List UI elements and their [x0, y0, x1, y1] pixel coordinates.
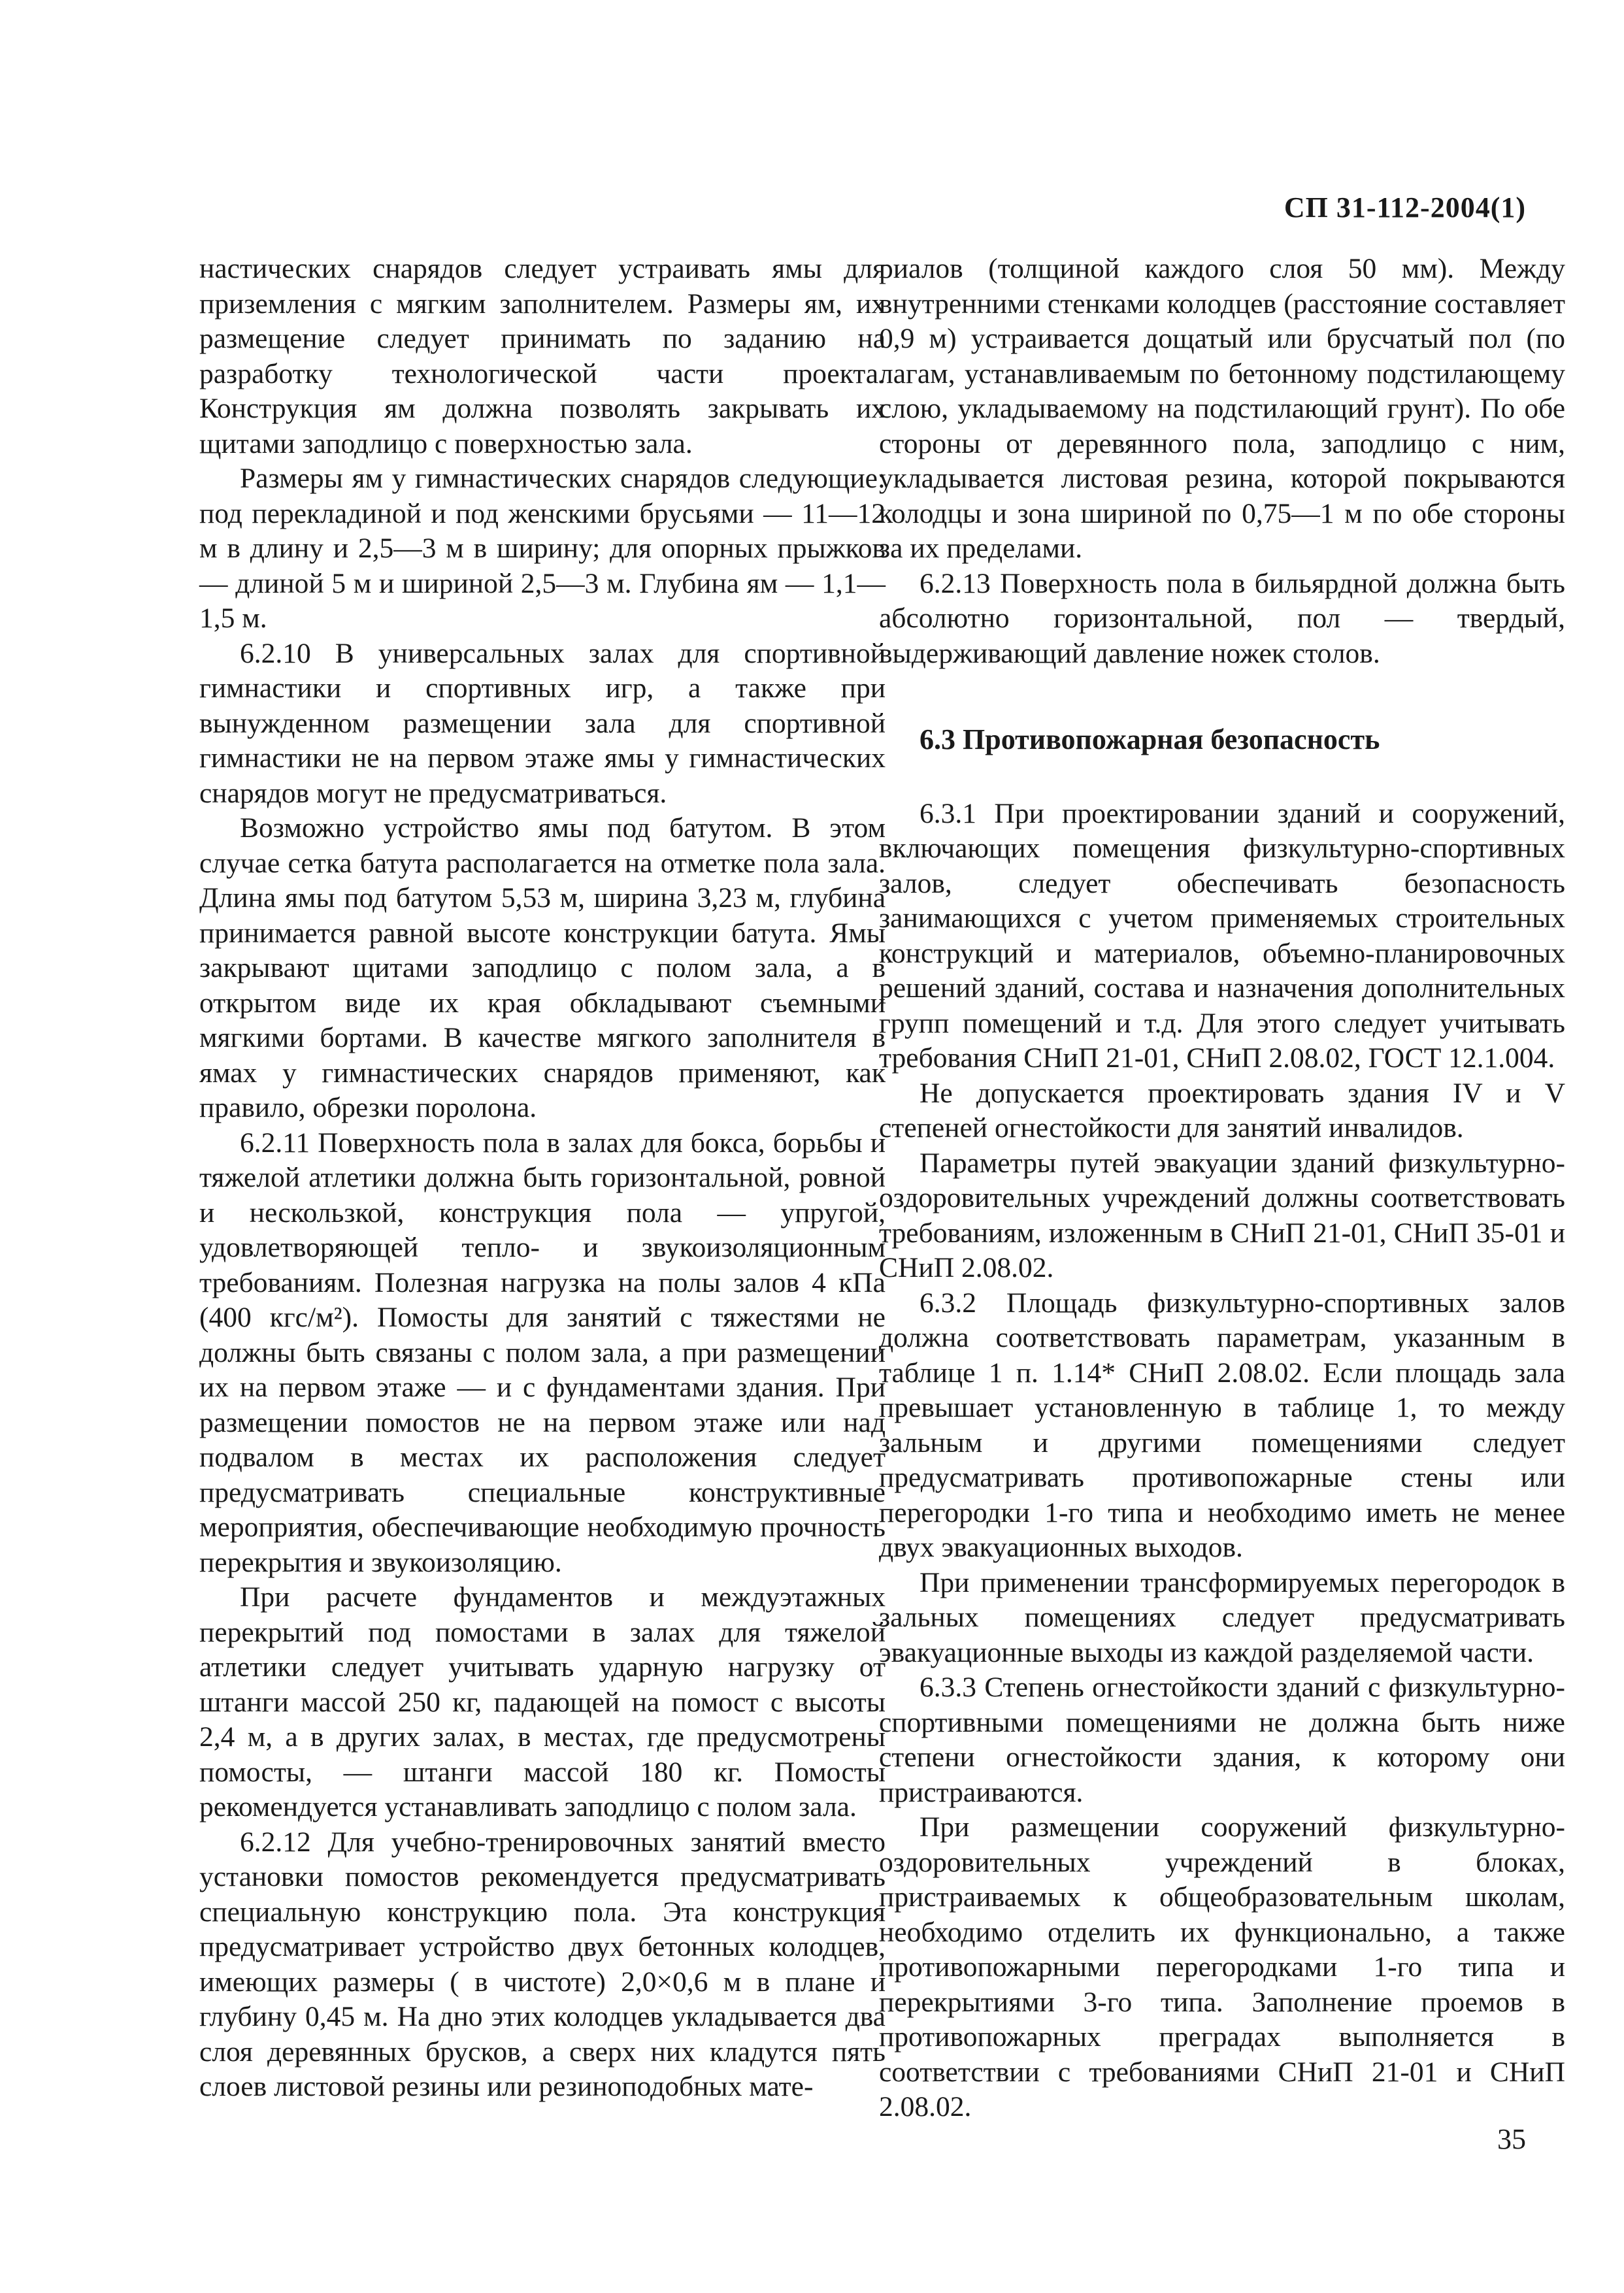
paragraph: При расчете фундаментов и междуэтажных перекрытий под помостами в залах для тяжелой атлетики следует учитывать ударную нагрузку от штанги массой 250 кг, падающей на помост с высоты 2,4 м, а в других залах, в местах, где предусмотрены помосты, — штанги массой 180 кг. Помосты рекомендуется устанавливать заподлицо с полом зала.: [199, 1581, 886, 1823]
paragraph: При применении трансформируемых перегородок в зальных помещениях следует предусматривать эвакуационные выходы из каждой разделяемой части.: [879, 1566, 1565, 1668]
paragraph: 6.3.3 Степень огнестойкости зданий с физкультурно-спортивными помещениями не должна быть ниже степени огнестойкости здания, к которому они пристраиваются.: [879, 1672, 1565, 1808]
paragraph: Не допускается проектировать здания IV и V степеней огнестойкости для занятий инвалидов.: [879, 1077, 1565, 1144]
paragraph: 6.2.12 Для учебно-тренировочных занятий вместо установки помостов рекомендуется предусматривать специальную конструкцию пола. Эта конструкция предусматривает устройство двух бетонных колодцев, имеющих размеры ( в чистоте) 2,0×0,6 м в плане и глубину 0,45 м. На дно этих колодцев укладывается два слоя деревянных брусков, а сверх них кладутся пять слоев листовой резины или резиноподобных мате-: [199, 1826, 886, 2102]
paragraph: настических снарядов следует устраивать ямы для приземления с мягким заполнителем. Размеры ям, их размещение следует принимать по заданию на разработку технологической части проекта. Конструкция ям должна позволять закрывать их щитами заподлицо с поверхностью зала.: [199, 253, 886, 459]
paragraph: 6.2.13 Поверхность пола в бильярдной должна быть абсолютно горизонтальной, пол — твердый, выдерживающий давление ножек столов.: [879, 567, 1565, 669]
paragraph: Размеры ям у гимнастических снарядов следующие: под перекладиной и под женскими брусьями — 11—12 м в длину и 2,5—3 м в ширину; для опорных прыжков — длиной 5 м и шириной 2,5—3 м. Глубина ям — 1,1—1,5 м.: [199, 463, 886, 634]
right-column: [879, 252, 1565, 2125]
left-column: [199, 252, 886, 2105]
paragraph: 6.2.10 В универсальных залах для спортивной гимнастики и спортивных игр, а также при вынужденном размещении зала для спортивной гимнастики не на первом этаже ямы у гимнастических снарядов могут не предусматриваться.: [199, 637, 886, 809]
paragraph: 6.3.2 Площадь физкультурно-спортивных залов должна соответствовать параметрам, указанным в таблице 1 п. 1.14* СНиП 2.08.02. Если площадь зала превышает установленную в таблице 1, то между зальным и другими помещениями следует предусматривать противопожарные стены или перегородки 1-го типа и необходимо иметь не менее двух эвакуационных выходов.: [879, 1287, 1565, 1563]
paragraph: риалов (толщиной каждого слоя 50 мм). Между внутренними стенками колодцев (расстояние составляет 0,9 м) устраивается дощатый или брусчатый пол (по лагам, устанавливаемым по бетонному подстилающему слою, укладываемому на подстилающий грунт). По обе стороны от деревянного пола, заподлицо с ним, укладывается листовая резина, которой покрываются колодцы и зона шириной по 0,75—1 м по обе стороны за их пределами.: [879, 253, 1565, 564]
paragraph: Возможно устройство ямы под батутом. В этом случае сетка батута располагается на отметке пола зала. Длина ямы под батутом 5,53 м, ширина 3,23 м, глубина принимается равной высоте конструкции батута. Ямы закрывают щитами заподлицо с полом зала, а в открытом виде их края обкладывают съемными мягкими бортами. В качестве мягкого заполнителя в ямах у гимнастических снарядов применяют, как правило, обрезки поролона.: [199, 812, 886, 1123]
paragraph: При размещении сооружений физкультурно-оздоровительных учреждений в блоках, пристраиваемых к общеобразовательным школам, необходимо отделить их функционально, а также противопожарными перегородками 1-го типа и перекрытиями 3-го типа. Заполнение проемов в противопожарных преградах выполняется в соответствии с требованиями СНиП 21-01 и СНиП 2.08.02.: [879, 1811, 1565, 2122]
section-heading: 6.3 Противопожарная безопасность: [920, 723, 1380, 755]
paragraph: 6.3.1 При проектировании зданий и сооружений, включающих помещения физкультурно-спортивных залов, следует обеспечивать безопасность занимающихся с учетом применяемых строительных конструкций и материалов, объемно-планировочных решений зданий, состава и назначения дополнительных групп помещений и т.д. Для этого следует учитывать требования СНиП 21-01, СНиП 2.08.02, ГОСТ 12.1.004.: [879, 797, 1565, 1074]
page-number: 35: [1497, 2123, 1526, 2155]
paragraph: 6.2.11 Поверхность пола в залах для бокса, борьбы и тяжелой атлетики должна быть горизонтальной, ровной и нескользкой, конструкция пола — упругой, удовлетворяющей тепло- и звукоизоляционным требованиям. Полезная нагрузка на полы залов 4 кПа (400 кгс/м²). Помосты для занятий с тяжестями не должны быть связаны с полом зала, а при размещении их на первом этаже — и с фундаментами здания. При размещении помостов не на первом этаже или над подвалом в местах их расположения следует предусматривать специальные конструктивные мероприятия, обеспечивающие необходимую прочность перекрытия и звукоизоляцию.: [199, 1127, 886, 1578]
paragraph: Параметры путей эвакуации зданий физкультурно-оздоровительных учреждений должны соответствовать требованиям, изложенным в СНиП 21-01, СНиП 35-01 и СНиП 2.08.02.: [879, 1147, 1565, 1283]
document-code: СП 31-112-2004(1): [1284, 191, 1526, 223]
